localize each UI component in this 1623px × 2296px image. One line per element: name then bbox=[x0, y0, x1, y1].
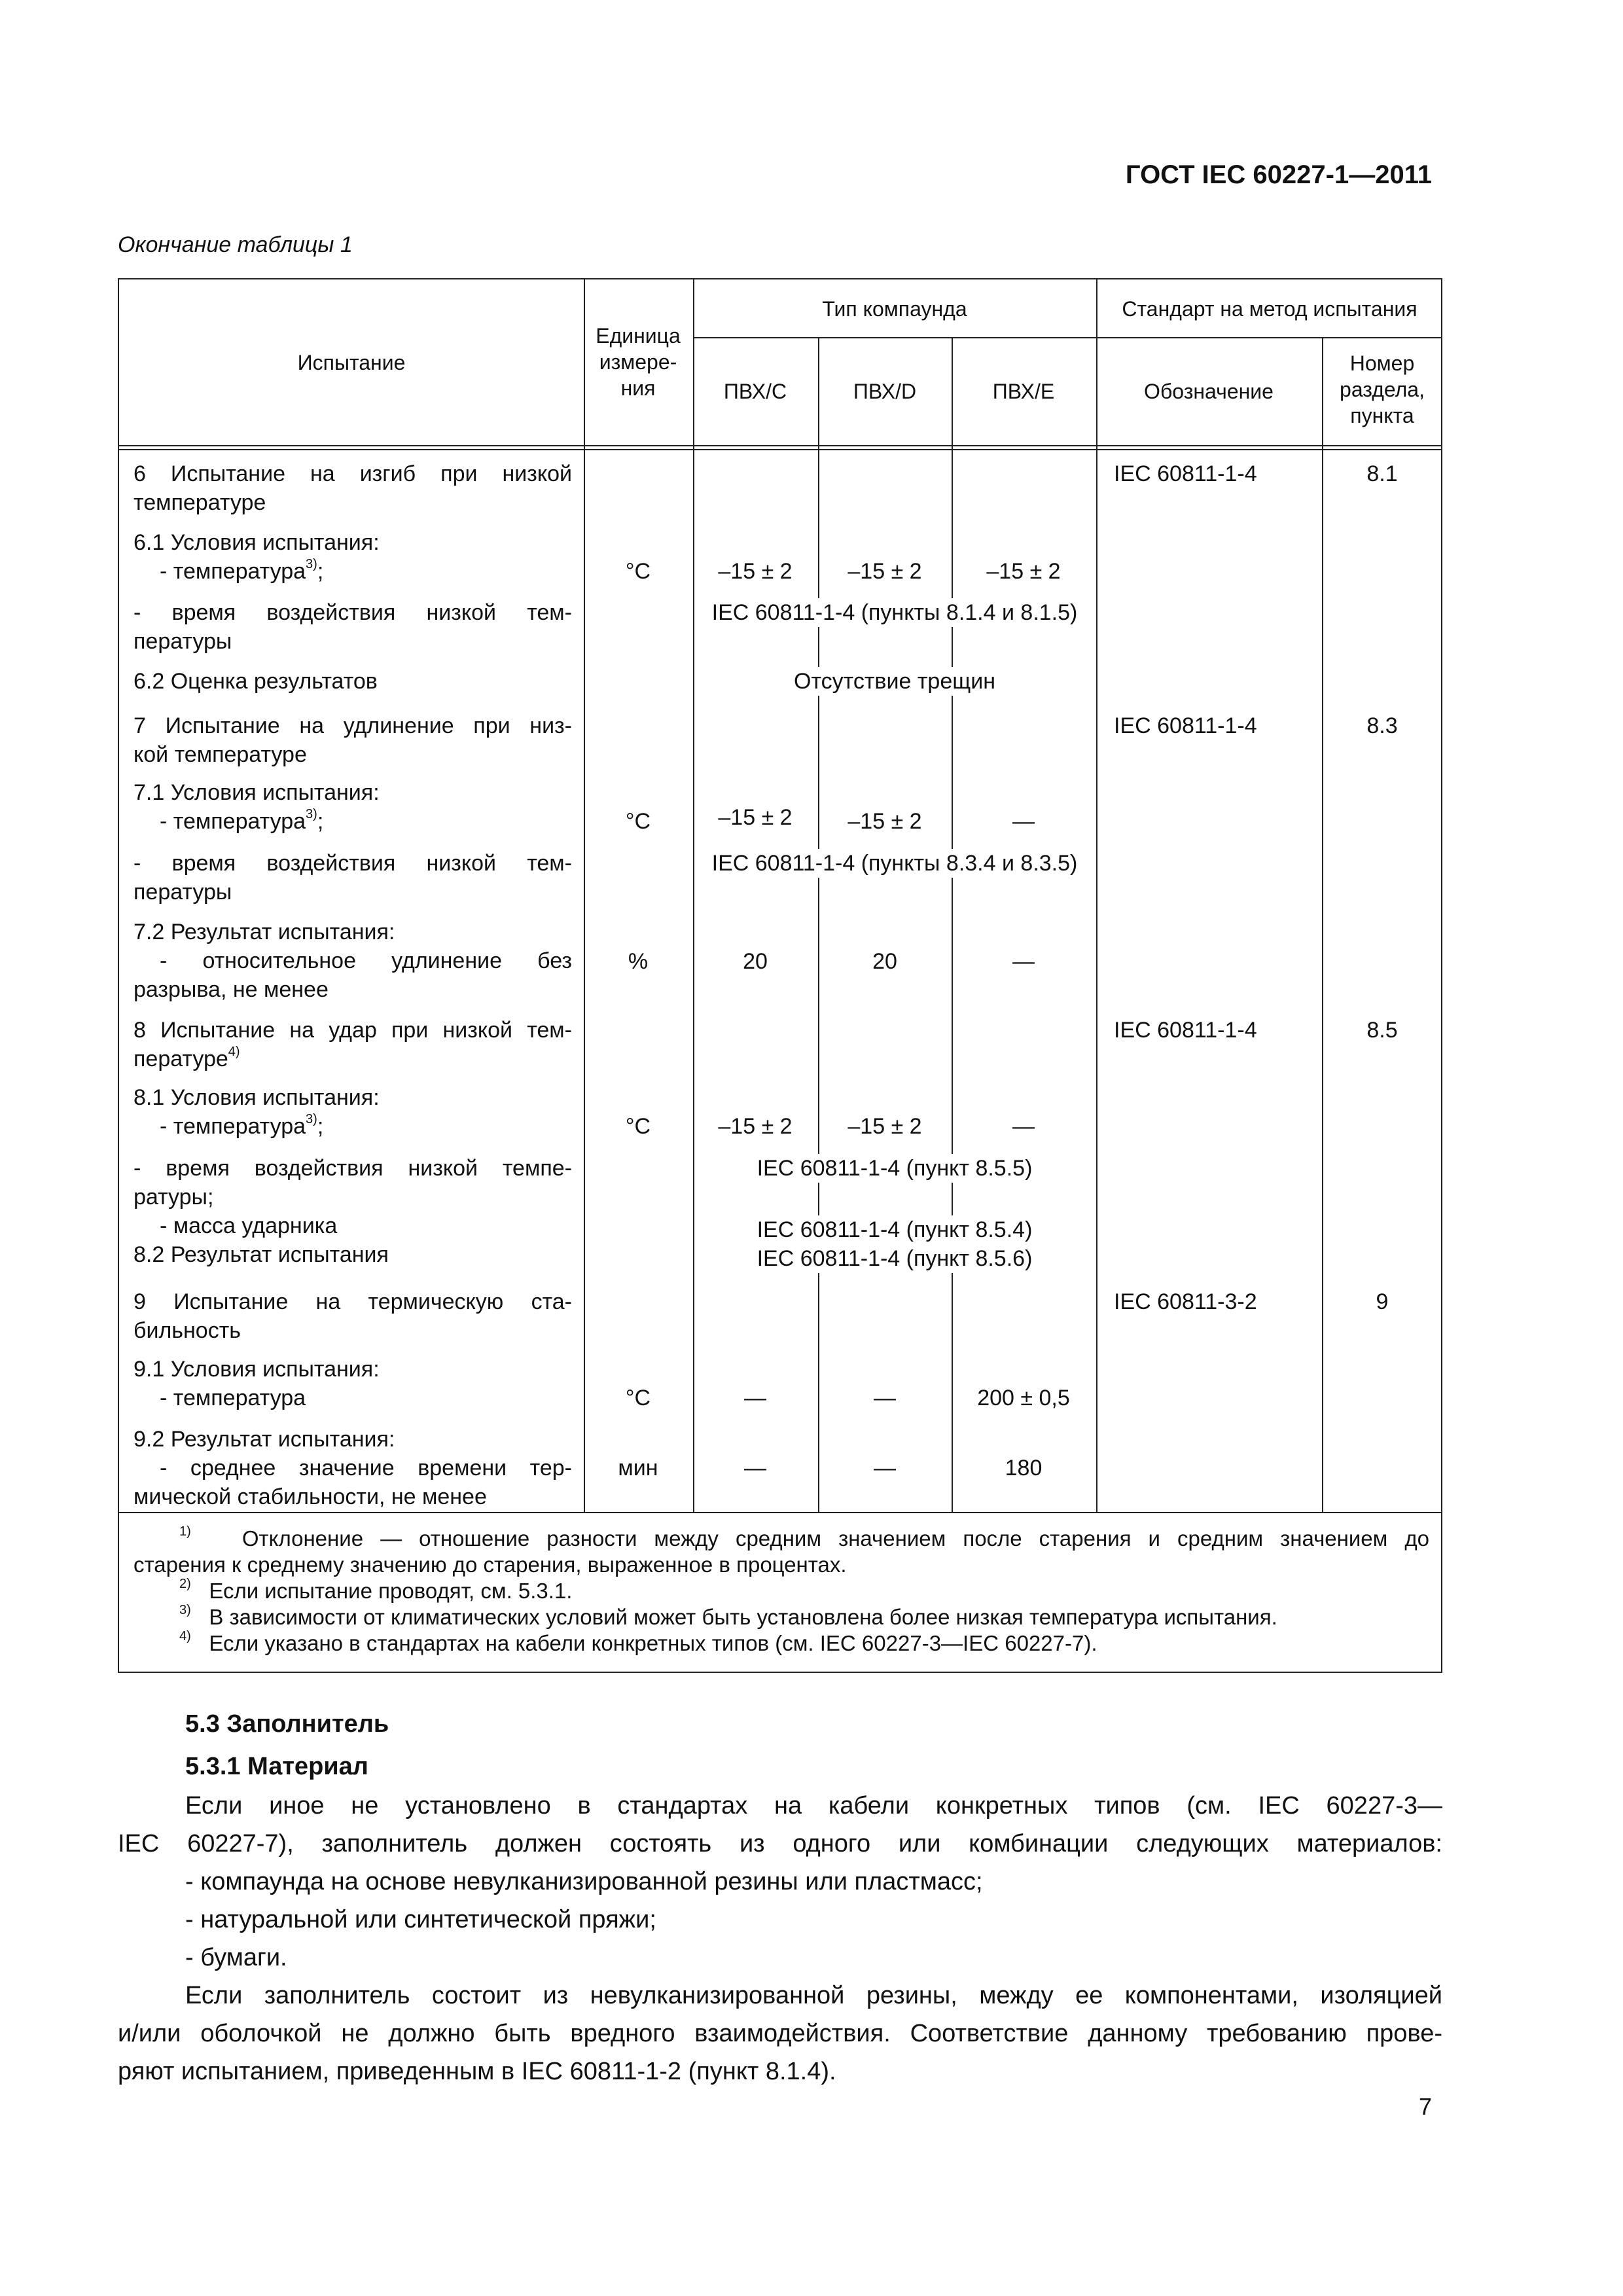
unit-value: °C bbox=[625, 559, 651, 584]
footnote: $^{3)}$ В зависимости от климатических условий может быть установлена более низкая температура испытания. bbox=[179, 1603, 1277, 1629]
list-item: - компаунда на основе невулканизированной резины или пластмасс; bbox=[185, 1868, 983, 1895]
test-result: 9.2 Результат испытания: - среднее значение времени тер- мической стабильности, не менее bbox=[134, 1427, 572, 1509]
header-test-standard: Стандарт на метод испытания bbox=[1122, 297, 1418, 321]
test-condition: 9.1 Условия испытания: - температура bbox=[134, 1357, 380, 1410]
test-condition: - время воздействия низкой тем- пературы bbox=[134, 600, 572, 654]
header-test: Испытание bbox=[297, 351, 406, 374]
table-caption: Окончание таблицы 1 bbox=[118, 232, 353, 257]
section-number: 8.1 bbox=[1366, 461, 1398, 486]
merged-value: Отсутствие трещин bbox=[789, 667, 1001, 696]
pvc-e-value: — bbox=[1012, 1114, 1035, 1139]
unit-value: °C bbox=[625, 1386, 651, 1410]
pvc-c-value: — bbox=[744, 1456, 766, 1480]
footnote: $^{2)}$ Если испытание проводят, см. 5.3.1. bbox=[179, 1577, 573, 1603]
header-section: Номер раздела, пункта bbox=[1340, 351, 1425, 427]
test-condition: 6.1 Условия испытания: - температура$^{3)}$; bbox=[134, 530, 380, 584]
section-number: 8.5 bbox=[1366, 1018, 1398, 1043]
unit-value: °C bbox=[625, 809, 651, 834]
merged-value: IEC 60811-1-4 (пункты 8.1.4 и 8.1.5) bbox=[707, 598, 1083, 627]
col-divider bbox=[1096, 279, 1097, 1513]
pvc-c-value: — bbox=[744, 1386, 766, 1410]
paragraph: Если иное не установлено в стандартах на кабели конкретных типов (см. IEC 60227-3— IEC 60227-7), заполнитель должен состоять из одного или комбинации следующих материалов: bbox=[118, 1792, 1442, 1857]
pvc-d-value: –15 ± 2 bbox=[847, 559, 922, 584]
col-divider bbox=[1322, 338, 1323, 1513]
section-number: 8.3 bbox=[1366, 713, 1398, 738]
test-result: 8.2 Результат испытания bbox=[134, 1242, 389, 1267]
header-unit: Единица измере- ния bbox=[596, 324, 681, 400]
unit-value: % bbox=[628, 949, 649, 974]
pvc-c-value: –15 ± 2 bbox=[718, 805, 793, 830]
test-condition: - время воздействия низкой тем- пературы bbox=[134, 851, 572, 905]
pvc-c-value: 20 bbox=[743, 949, 768, 974]
unit-value: °C bbox=[625, 1114, 651, 1139]
test-name: 9 Испытание на термическую ста- бильность bbox=[134, 1289, 572, 1343]
pvc-d-value: –15 ± 2 bbox=[847, 1114, 922, 1139]
test-table bbox=[118, 278, 1442, 1673]
header-bottom-line bbox=[119, 445, 1442, 446]
col-divider bbox=[584, 279, 585, 1513]
test-name: 7 Испытание на удлинение при низ- кой температуре bbox=[134, 713, 572, 767]
list-item: - натуральной или синтетической пряжи; bbox=[185, 1906, 656, 1933]
test-result: 7.2 Результат испытания: - относительное удлинение без разрыва, не менее bbox=[134, 920, 572, 1002]
subsection-heading: 5.3.1 Материал bbox=[185, 1753, 368, 1780]
merged-value: IEC 60811-1-4 (пункт 8.5.6) bbox=[752, 1244, 1038, 1273]
footnote: $^{1)}$ Отклонение — отношение разности между средним значением после старения и средним значением до старения к среднему значению до старения, выраженное в процентах. bbox=[134, 1524, 1429, 1577]
col-divider bbox=[952, 338, 953, 1513]
paragraph: Если заполнитель состоит из невулканизированной резины, между ее компонентами, изоляцией и/или оболочкой не должно быть вредного взаимодействия. Соответствие данному требованию прове- ряют испытанием, приведенным в IEC 60811-1-2 (пункт 8.1.4). bbox=[118, 1982, 1442, 2085]
document-code: ГОСТ IEC 60227-1—2011 bbox=[1125, 160, 1432, 189]
merged-value: IEC 60811-1-4 (пункт 8.5.5) bbox=[752, 1154, 1038, 1183]
pvc-e-value: 200 ± 0,5 bbox=[977, 1386, 1070, 1410]
test-name: 8 Испытание на удар при низкой тем- пературе$^{4)}$ bbox=[134, 1018, 572, 1071]
merged-value: IEC 60811-1-4 (пункт 8.5.4) bbox=[752, 1215, 1038, 1244]
test-condition: - время воздействия низкой темпе- ратуры; bbox=[134, 1156, 572, 1210]
standard-designation: IEC 60811-1-4 bbox=[1114, 461, 1257, 486]
col-divider bbox=[818, 338, 819, 1513]
footnote-divider bbox=[119, 1512, 1442, 1513]
pvc-d-value: 20 bbox=[872, 949, 897, 974]
list-item: - бумаги. bbox=[185, 1944, 287, 1971]
section-heading: 5.3 Заполнитель bbox=[185, 1710, 389, 1738]
test-condition: - масса ударника bbox=[160, 1213, 338, 1238]
pvc-e-value: –15 ± 2 bbox=[986, 559, 1061, 584]
pvc-c-value: –15 ± 2 bbox=[718, 1114, 793, 1139]
pvc-d-value: — bbox=[874, 1386, 896, 1410]
unit-value: мин bbox=[618, 1456, 658, 1480]
row-divider bbox=[693, 337, 1442, 338]
standard-designation: IEC 60811-3-2 bbox=[1114, 1289, 1257, 1314]
pvc-e-value: — bbox=[1012, 949, 1035, 974]
header-pvc-e: ПВХ/Е bbox=[992, 380, 1055, 403]
standard-designation: IEC 60811-1-4 bbox=[1114, 713, 1257, 738]
header-pvc-c: ПВХ/С bbox=[723, 380, 787, 403]
test-condition: 7.1 Условия испытания: - температура$^{3)}$; bbox=[134, 780, 380, 834]
col-divider bbox=[693, 279, 694, 1513]
test-condition: 8.1 Условия испытания: - температура$^{3)}$; bbox=[134, 1085, 380, 1139]
header-pvc-d: ПВХ/D bbox=[853, 380, 917, 403]
test-name: 6 Испытание на изгиб при низкой температуре bbox=[134, 461, 572, 515]
page-number: 7 bbox=[1418, 2093, 1432, 2120]
section-number: 9 bbox=[1376, 1289, 1389, 1314]
footnote: $^{4)}$ Если указано в стандартах на кабели конкретных типов (см. IEC 60227-3—IEC 60227-7). bbox=[179, 1629, 1097, 1655]
pvc-e-value: — bbox=[1012, 809, 1035, 834]
standard-designation: IEC 60811-1-4 bbox=[1114, 1018, 1257, 1043]
pvc-c-value: –15 ± 2 bbox=[718, 559, 793, 584]
merged-value: IEC 60811-1-4 (пункты 8.3.4 и 8.3.5) bbox=[707, 849, 1083, 878]
header-designation: Обозначение bbox=[1144, 380, 1274, 403]
pvc-d-value: — bbox=[874, 1456, 896, 1480]
header-compound-type: Тип компаунда bbox=[822, 297, 967, 321]
header-bottom-line bbox=[119, 449, 1442, 450]
test-result: 6.2 Оценка результатов bbox=[134, 669, 378, 694]
pvc-d-value: –15 ± 2 bbox=[847, 809, 922, 834]
pvc-e-value: 180 bbox=[1005, 1456, 1043, 1480]
